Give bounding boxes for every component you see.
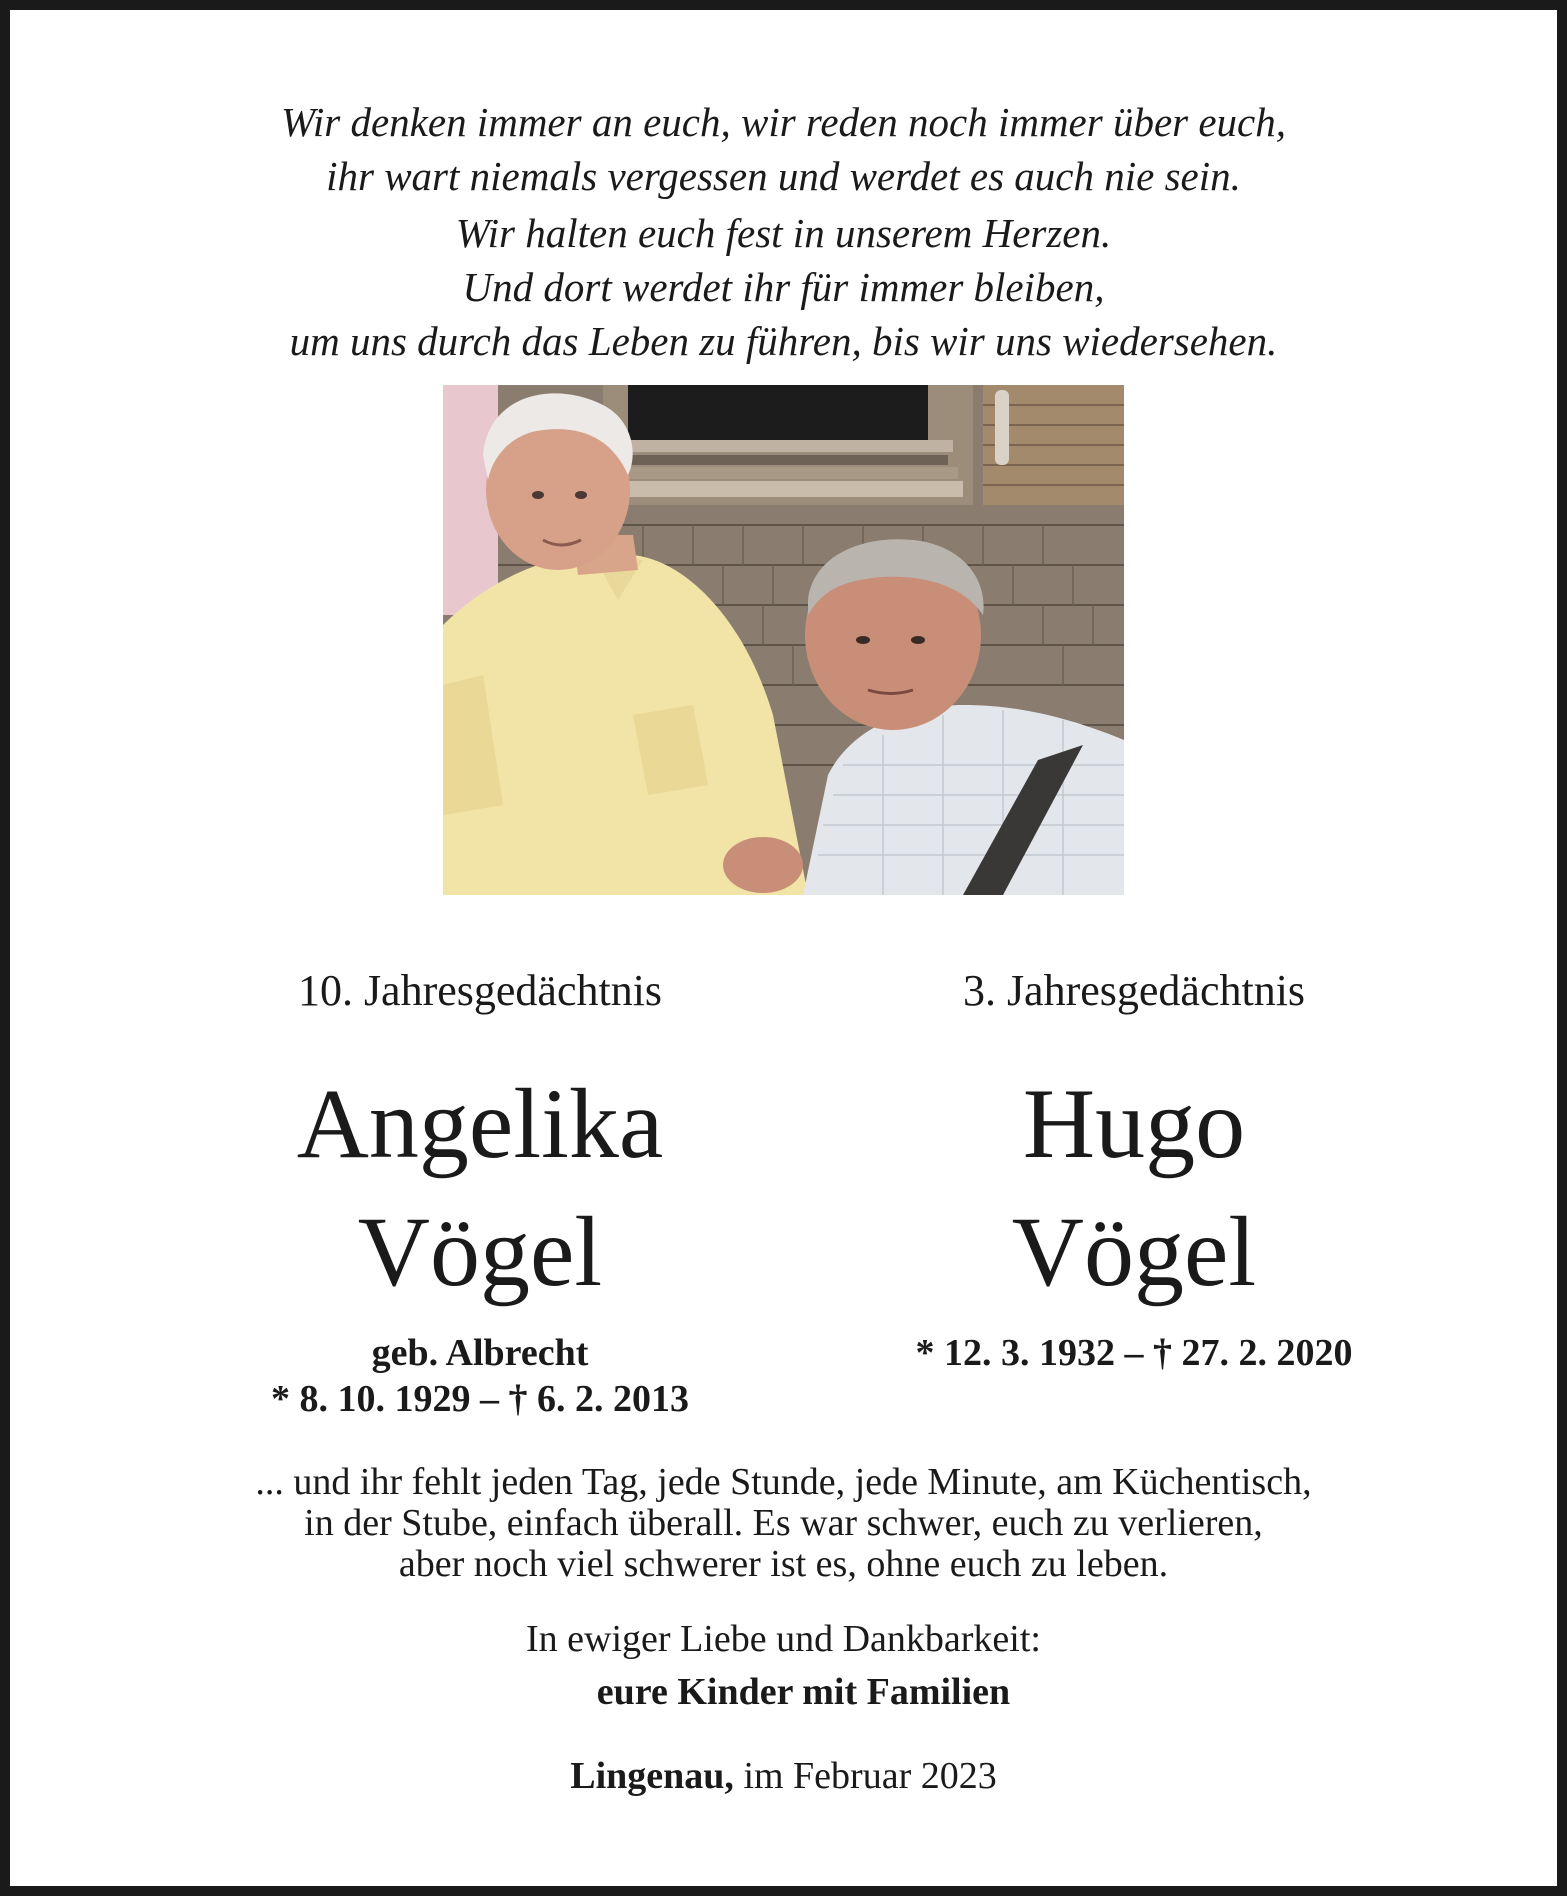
- closing-dedication: In ewiger Liebe und Dankbarkeit:: [526, 1618, 1041, 1660]
- place-and-date: [10, 1753, 1557, 1799]
- first-name-left: Angelika: [296, 1068, 664, 1179]
- poem-line: Wir halten euch fest in unserem Herzen.: [455, 210, 1112, 256]
- life-dates-right: * 12. 3. 1932 – † 27. 2. 2020: [915, 1332, 1353, 1374]
- poem-line: Und dort werdet ihr für immer bleiben,: [462, 264, 1105, 310]
- message-line: aber noch viel schwerer ist es, ohne euch zu leben.: [398, 1543, 1169, 1585]
- couple-photo: [443, 385, 1124, 895]
- place-name: Lingenau,: [570, 1755, 734, 1797]
- poem-line: ihr wart niemals vergessen und werdet es auch nie sein.: [326, 153, 1241, 199]
- closing-signature: eure Kinder mit Familien: [596, 1671, 1011, 1713]
- first-name-right: Hugo: [1022, 1068, 1246, 1179]
- life-dates-left: * 8. 10. 1929 – † 6. 2. 2013: [271, 1378, 689, 1420]
- poem-stanza-1: [10, 95, 1557, 203]
- poem-stanza-2: [10, 206, 1557, 368]
- remembrance-message: [10, 1462, 1557, 1585]
- last-name-right: Vögel: [1011, 1196, 1257, 1307]
- poem-line: Wir denken immer an euch, wir reden noch immer über euch,: [280, 99, 1287, 145]
- message-line: ... und ihr fehlt jeden Tag, jede Stunde, jede Minute, am Küchentisch,: [255, 1461, 1312, 1503]
- message-line: in der Stube, einfach überall. Es war schwer, euch zu verlieren,: [304, 1502, 1263, 1544]
- poem-line: um uns durch das Leben zu führen, bis wir uns wiedersehen.: [289, 318, 1278, 364]
- anniversary-left: 10. Jahresgedächtnis: [297, 966, 663, 1015]
- anniversary-right: 3. Jahresgedächtnis: [962, 966, 1306, 1015]
- notice-date: im Februar 2023: [743, 1755, 997, 1797]
- birth-name-left: geb. Albrecht: [371, 1332, 589, 1374]
- last-name-left: Vögel: [357, 1196, 603, 1307]
